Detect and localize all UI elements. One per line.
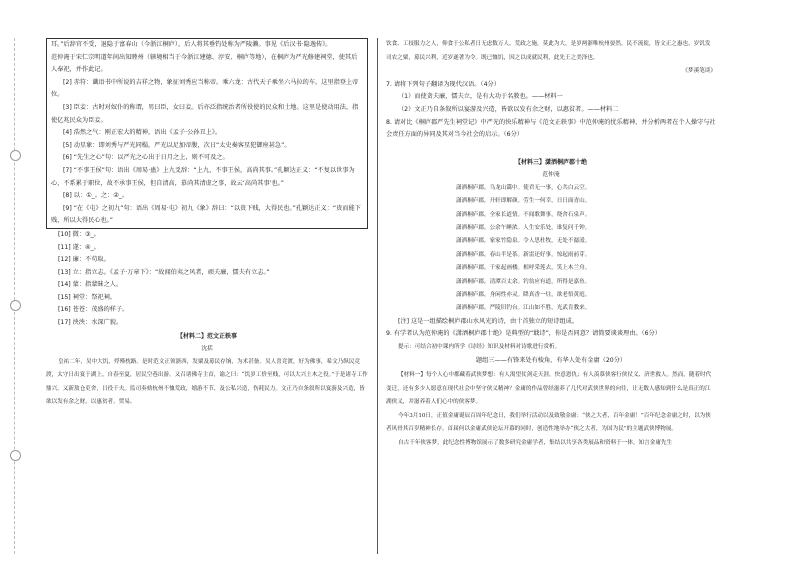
- note-item: [14] 蒙：指蒙昧之人。: [58, 281, 123, 289]
- annotation-line: [9] “在《屯》之初九”句：语出《周易·屯》初九《象》辞曰：“以贵下贱，大得民也。”孔颖达正义：“贵而能下贱，所以大得民心也。”: [51, 204, 361, 225]
- poem-line: 潇洒桐庐郡，家家竹隐泉。令人思杜牧，无处不潺湲。: [456, 238, 591, 245]
- question-9-hint: 提示：可结合初中课内所学《诗经》知识及材料对诗歌进行赏析。: [398, 344, 561, 350]
- binding-hole: [10, 300, 21, 311]
- question-7-item: （1）而使贪夫廉，懦夫立，是有大功于名教也。——材料一: [398, 93, 563, 101]
- binding-margin: [14, 38, 15, 554]
- material1-text: 今年3月10日，正值金庸诞辰百周年纪念日，我们举行活动以及致敬金庸：“侠之大者，百年金庸！”百年纪念金庸之时，以为侠者风骨其百岁精神长存。首届何以金庸武侠论坛开幕的同时，创造性地举办“侠之大者，为国为民”的主题武侠博物展。: [386, 412, 711, 433]
- poem-line: 潇洒桐庐郡，千家起画楼。相呼采莲去，笑上木兰舟。: [456, 265, 591, 272]
- poem-line: 潇洒桐庐郡，乌龙山霭中。使君无一事，心共白云空。: [456, 184, 591, 191]
- note-item: [12] 廉：不苟取。: [58, 256, 110, 264]
- material2-title: 【材料二】范文正轶事: [176, 332, 237, 340]
- material3-title: 【材料三】潇洒桐庐郡十绝: [514, 158, 587, 166]
- material1-text: 自古千年侠客梦，此纪念性博物馆展示了数多研究金庸学者，集结以共享各类展品和资料于一体，知言金庸先生: [398, 439, 673, 446]
- poem-line: 潇洒桐庐郡，全家长道情。不闻歌舞事，绕舍石泉声。: [456, 211, 591, 218]
- poem: [386, 182, 716, 316]
- poem-line: 潇洒桐庐郡，开轩即解颜。劳生一何幸，日日面青山。: [456, 198, 591, 205]
- annotation-line: 耳。”后辞官不受，退隐于富春山（今浙江桐庐），后人将其垂钓处称为严陵濑。事见《后汉书·隐逸传》。: [51, 41, 332, 48]
- question-8: 8. 请对比《桐庐郡严先生祠堂记》中严光的快乐精神与《范文正轶事》中范仲淹的忧乐精神，并分析两者在个人操守与社会责任方面的异同及其对当今社会的启示。（6分）: [386, 118, 716, 139]
- annotation-line: 范仲淹于宋仁宗明道年间出知睦州（辖境相当于今浙江建德、淳安、桐庐等地），在桐庐为严光修建祠堂，使其后人奉祀，并作此记。: [51, 53, 358, 74]
- poem-line: 潇洒桐庐郡，身闲性亦灵。降真香一炷，欲老悟黄庭。: [456, 292, 591, 298]
- question-7: 7. 请将下列句子翻译为现代汉语。（4分）: [386, 80, 500, 88]
- annotation-line: [3] 臣妾：古时对奴仆的称谓，男曰臣，女曰妾。后亦泛指统治者所役使的民众和土地。这里是使动用法，指使亿兆民众为臣妾。: [51, 103, 359, 124]
- material2-author: 沈括: [201, 345, 213, 352]
- notes-list: [46, 229, 368, 330]
- note-item: [16] 苍苍：茂盛的样子。: [58, 306, 129, 314]
- material2-continued: 饮食、工技服力之人，仰食于公私者日无虑数万人。荒政之施，莫此为大。是岁两浙唯杭州晏然，民不流徙，皆文正之惠也。岁饥发司农之粟，募民兴利，近岁遂著为令。既已恤饥，因之以成就民利，此先王之美泽也。: [386, 41, 711, 61]
- column-divider: [377, 38, 378, 554]
- annotation-box: [46, 38, 368, 229]
- note-item: [15] 祠堂：祭祀祠。: [58, 293, 116, 301]
- material3-author: 范仲淹: [542, 171, 560, 178]
- poem-line: 潇洒桐庐郡，清潭百丈余。钓翁应有道，所得是嘉鱼。: [456, 278, 591, 285]
- binding-hole: [10, 450, 21, 461]
- binding-hole: [10, 150, 21, 161]
- right-column: [386, 38, 716, 451]
- poem-line: 潇洒桐庐郡，春山半是茶。新雷还好事，惊起雨前芽。: [456, 251, 591, 258]
- material1-text: 【材料一】每个人心中都藏着武侠梦想：有人渴望仗剑走天涯，快意恩仇；有人羡慕侠客行侠仗义、济世救人。然而，随着时代变迁，还有多少人愿意在现代社会中坚守侠义精神？金庸的作品曾经滋养了几代对武侠世界的向往，让无数人感知到什么是真正的江湖侠义，并滋养着人们心中的侠客梦。: [386, 372, 712, 406]
- annotation-line: [2] 赤符：谶语书中所说的吉祥之物，象征刘秀应当称帝。乘六龙：古代天子乘坐六马拉的车，这里指登上帝位。: [51, 78, 359, 99]
- annotation-line: [6] “先生之心”句：以严光之心出于日月之上，则不可及之。: [63, 154, 229, 162]
- poem-line: 潇洒桐庐郡，公余午睡浓。人生安乐处，谁复问千钟。: [456, 224, 591, 231]
- left-column: [46, 38, 368, 410]
- note-item: [17] 泱泱：水深广貌。: [58, 319, 123, 327]
- annotation-line: [8] 以：①_。之：②_。: [63, 192, 129, 200]
- note-item: [11] 遂：④_。: [58, 243, 100, 251]
- annotation-line: [7] “不事王侯”句：语出《周易·蛊》上九爻辞：“上九，不事王侯，高尚其事。”孔颖达正义：“不复以世事为心，不系累于职位，故不承事王侯，但自清高，慕尚其清虚之事，故云‘高尚其事’也。”: [51, 166, 355, 187]
- material3-note: [注] 这是一组描绘桐庐郡山水风光的诗，由十首独立的短诗组成。: [398, 317, 579, 325]
- note-item: [10] 微：③_。: [58, 230, 100, 238]
- note-item: [13] 立：指立志。《孟子·万章下》：“故闻伯夷之风者，顽夫廉，懦夫有立志。”: [58, 268, 270, 276]
- section-3-heading: 题组三——有锋来处有棱角，有华人处有金庸（20分）: [475, 357, 627, 364]
- material2-text: 皇祐二年，吴中大饥，殍殣枕路。是时范文正领浙西，发粟及募民存饷，为术甚备。吴人喜竞渡，好为佛事，希文乃纵民竞渡，太守日出宴于湖上，自春至夏，居民空巷出游。又召诸佛寺主首，谕之曰：“饥岁工价至贱，可以大兴土木之役。”于是诸寺工作鼎兴。又新敖仓吏舍，日役千夫。监司奏劾杭州不恤荒政，嬉游不节，及公私兴造，伤耗民力。文正乃自条叙所以宴游及兴造，皆欲以发有余之财，以惠贫者。贸易、: [46, 358, 368, 406]
- poem-line: 潇洒桐庐郡，严陵旧钓台。江山如不胜，光武肯教来。: [456, 305, 591, 312]
- material2-source: 《梦溪笔谈》: [682, 68, 716, 75]
- question-9: 9. 有学者认为范仲淹的《潇洒桐庐郡十绝》是典型的“戢诗”，你是否同意？请简要谈谈理由。（6分）: [386, 330, 661, 338]
- question-7-item: （2）文正乃自条叙所以宴游及兴造，皆欲以发有余之财，以惠贫者。——材料二: [398, 105, 619, 113]
- annotation-line: [4] 浩然之气：刚正宏大的精神，语出《孟子·公孙丑上》。: [63, 129, 222, 137]
- annotation-line: [5] 动星象：即刘秀与严光同榻，严光以足加帝腹，次日“太史奏客星犯御座甚急”。: [63, 141, 291, 149]
